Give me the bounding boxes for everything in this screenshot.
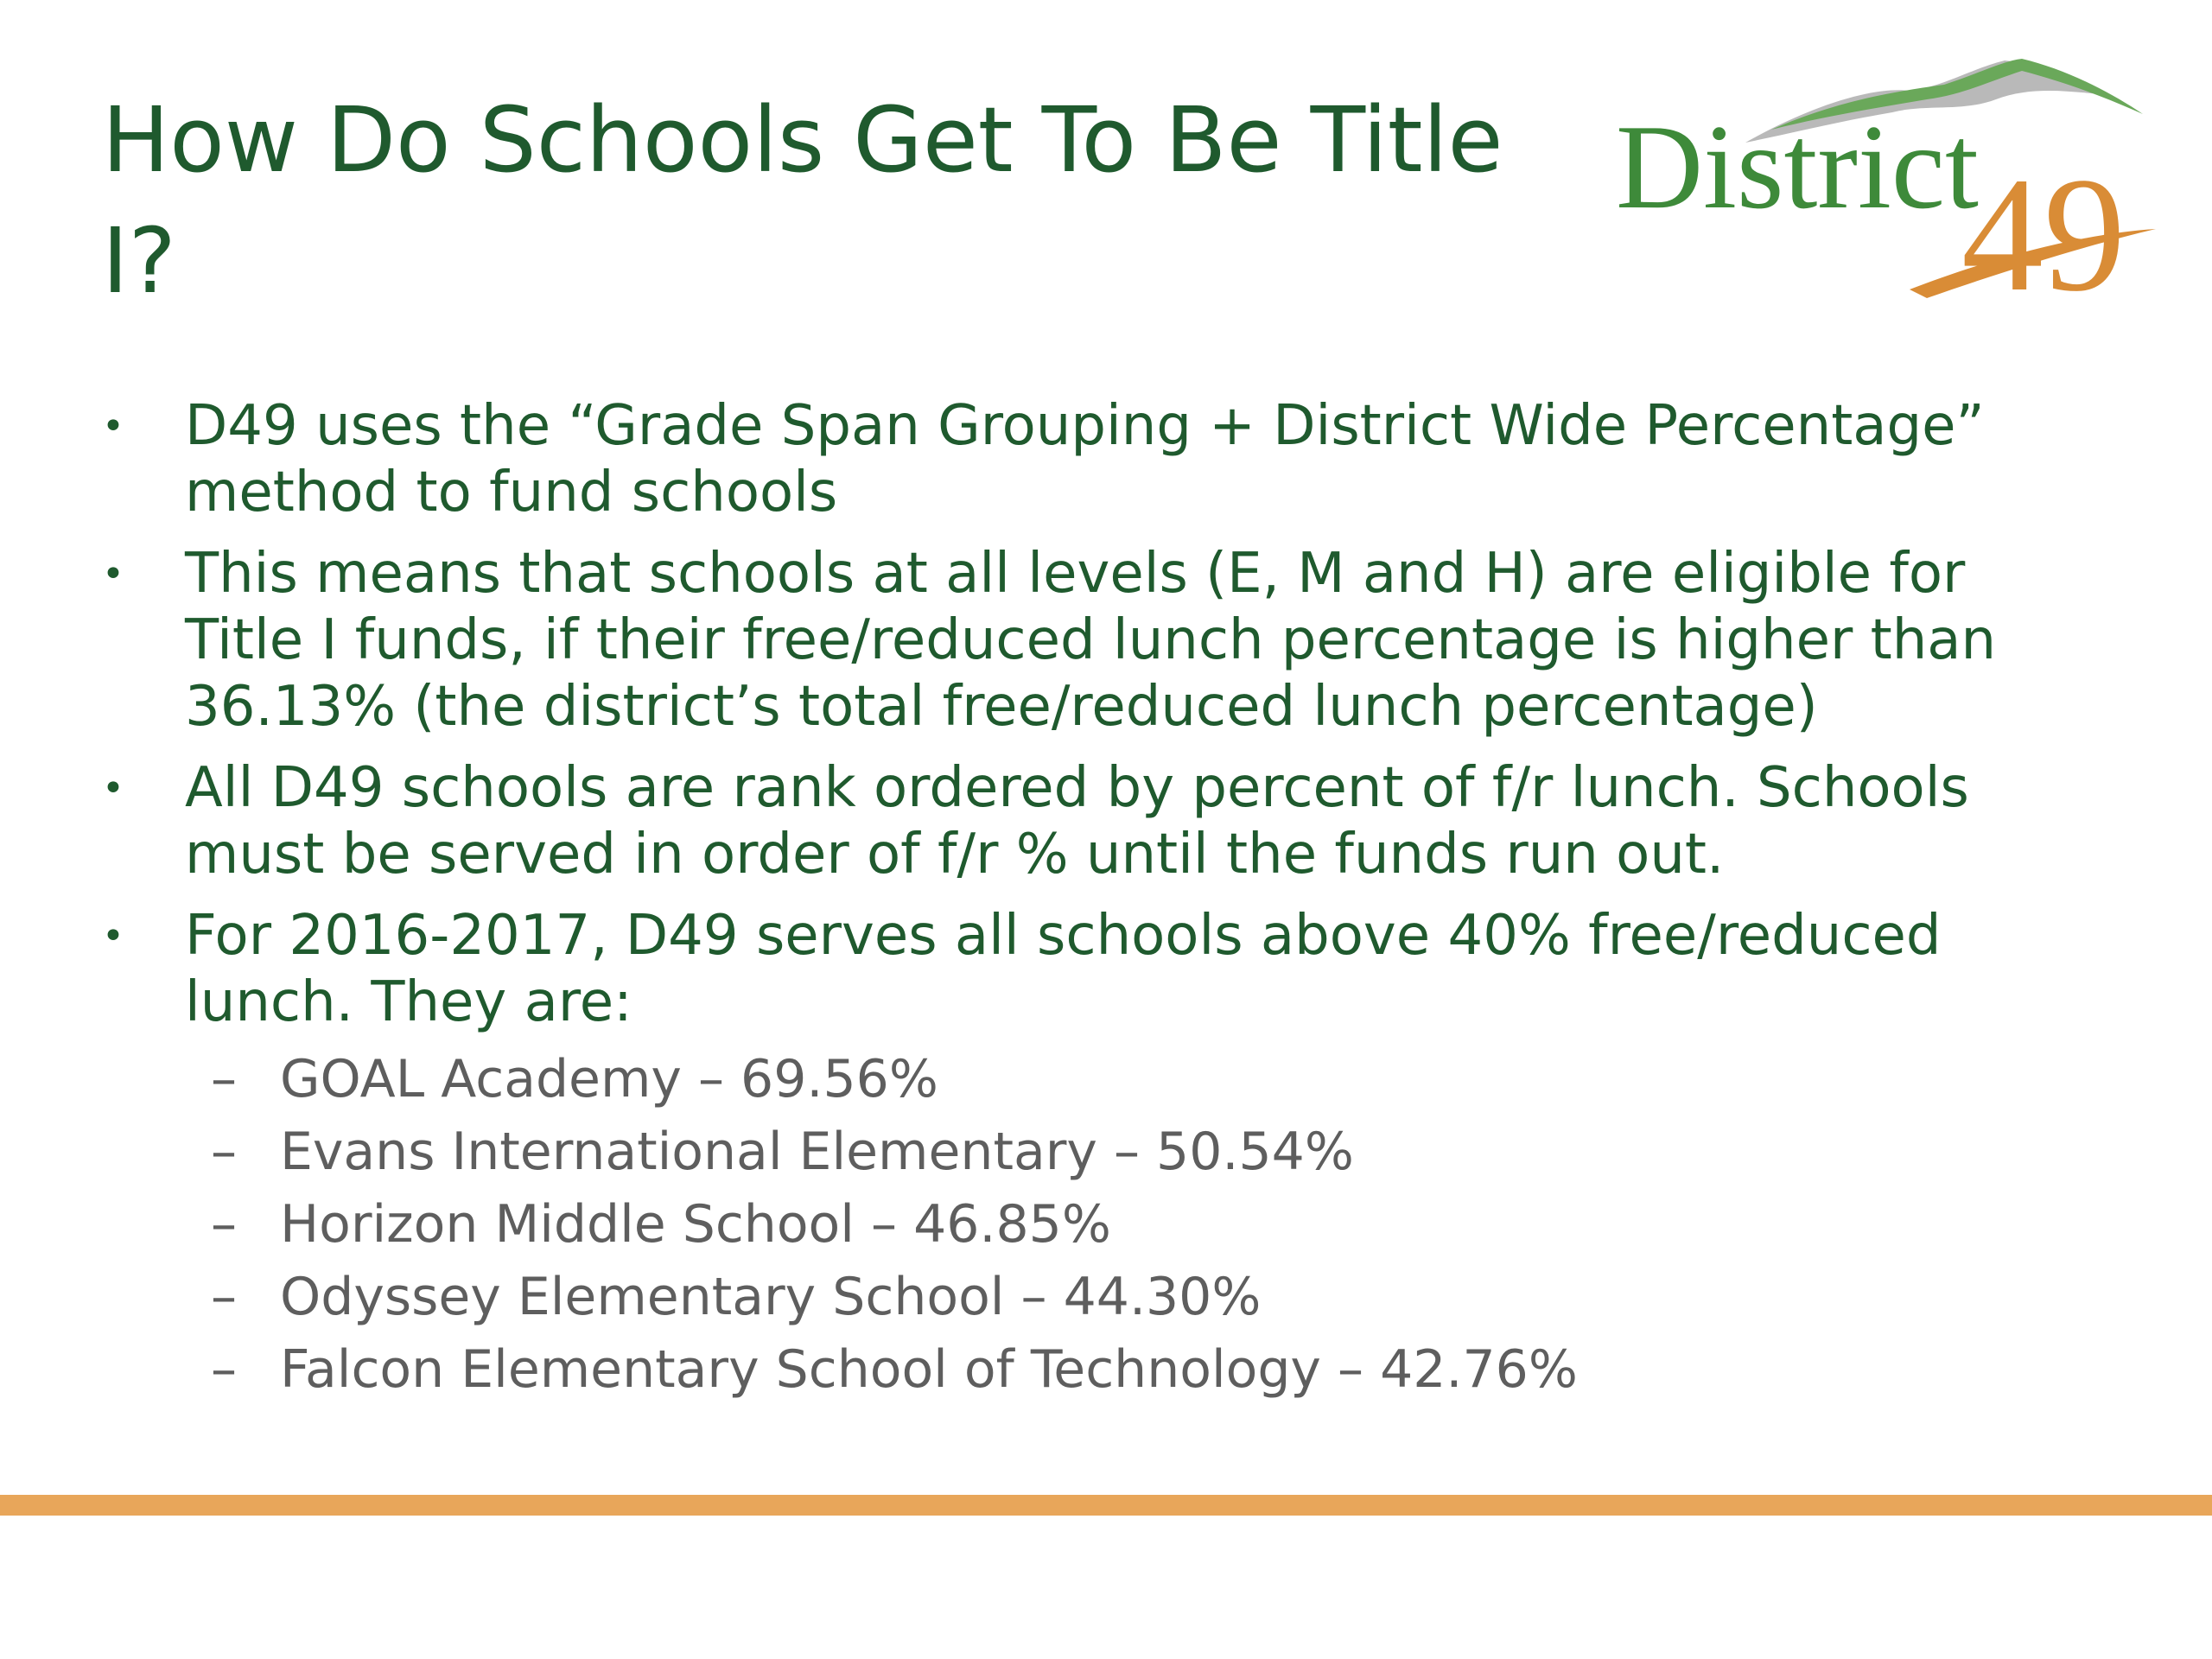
bullet-text: All D49 schools are rank ordered by percent of f/r lunch. Schools must be served in order of f/r % until the funds run out. bbox=[185, 756, 1969, 887]
bullet-item bbox=[102, 755, 2020, 888]
school-item bbox=[102, 1333, 2020, 1406]
logo-district-text: District bbox=[1616, 100, 1979, 234]
sub-marker: – bbox=[211, 1267, 237, 1327]
school-item bbox=[102, 1043, 2020, 1116]
bullet-item bbox=[102, 393, 2020, 526]
bullet-marker: • bbox=[102, 552, 124, 596]
slide-title: How Do Schools Get To Be Title I? bbox=[102, 87, 1503, 314]
school-text: Falcon Elementary School of Technology – 42.76% bbox=[280, 1339, 1578, 1400]
bullet-text: This means that schools at all levels (E, M and H) are eligible for Title I funds, if their free/reduced lunch percentage is higher than 36.13% (the district’s total free/reduced lunch percentage) bbox=[185, 542, 1997, 739]
school-text: Odyssey Elementary School – 44.30% bbox=[280, 1267, 1262, 1327]
sub-marker: – bbox=[211, 1122, 237, 1182]
school-text: GOAL Academy – 69.56% bbox=[280, 1049, 938, 1109]
school-item bbox=[102, 1116, 2020, 1188]
bullet-marker: • bbox=[102, 404, 124, 448]
sub-marker: – bbox=[211, 1339, 237, 1400]
bullet-marker: • bbox=[102, 914, 124, 958]
sub-marker: – bbox=[211, 1049, 237, 1109]
bullet-item bbox=[102, 903, 2020, 1406]
bullet-text: For 2016-2017, D49 serves all schools above 40% free/reduced lunch. They are: bbox=[185, 904, 1942, 1034]
bullet-text: D49 uses the “Grade Span Grouping + District Wide Percentage” method to fund schools bbox=[185, 394, 1985, 524]
school-item bbox=[102, 1261, 2020, 1333]
district-49-logo bbox=[1616, 52, 2169, 328]
sub-marker: – bbox=[211, 1194, 237, 1255]
bullet-item bbox=[102, 541, 2020, 741]
school-text: Horizon Middle School – 46.85% bbox=[280, 1194, 1111, 1255]
logo-number-text: 49 bbox=[1961, 144, 2126, 326]
school-item bbox=[102, 1188, 2020, 1261]
footer-bar bbox=[0, 1495, 2212, 1516]
school-text: Evans International Elementary – 50.54% bbox=[280, 1122, 1354, 1182]
bullet-marker: • bbox=[102, 766, 124, 810]
school-list bbox=[185, 1043, 2020, 1406]
bullet-list bbox=[102, 393, 2020, 1421]
